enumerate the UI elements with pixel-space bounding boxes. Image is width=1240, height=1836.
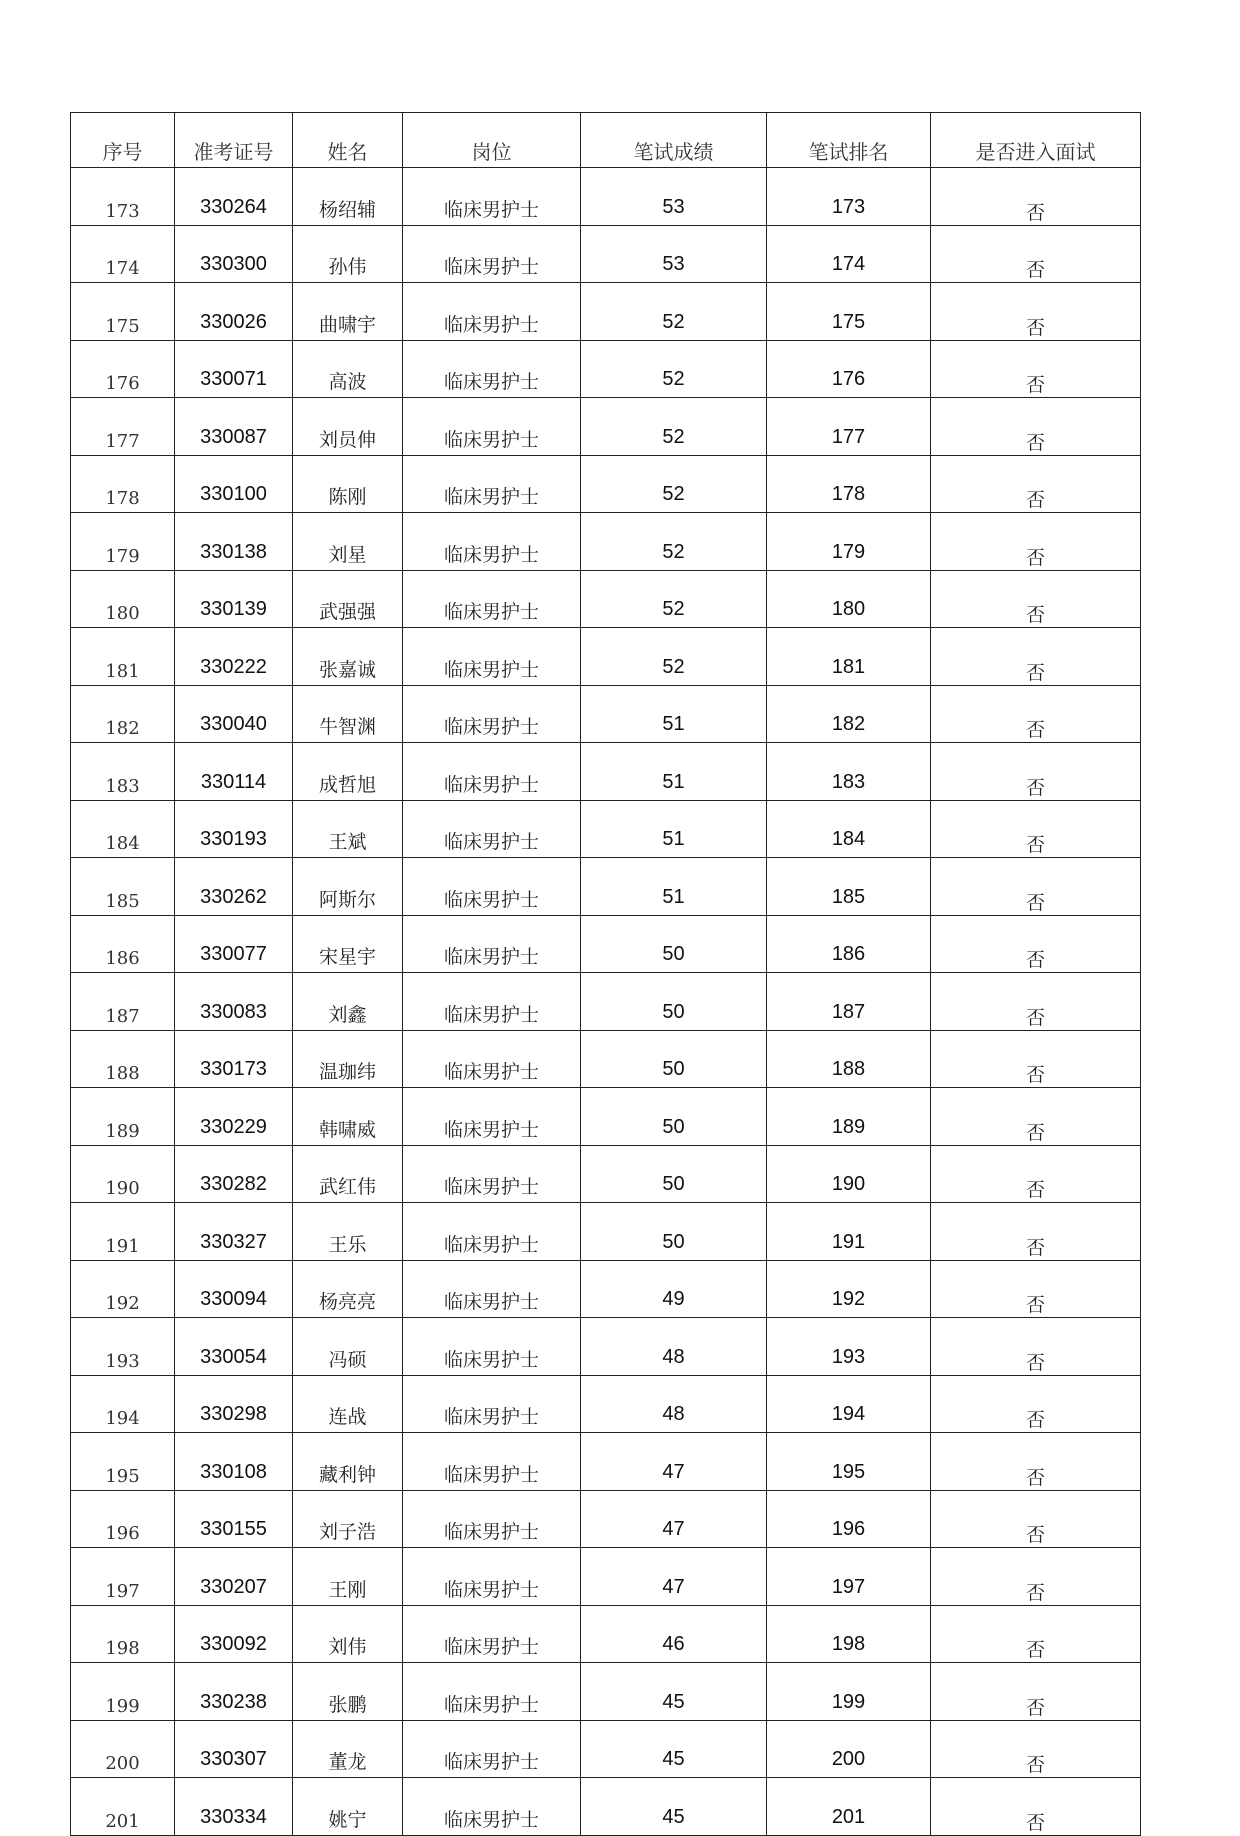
cell-position: 临床男护士 [403,1605,581,1663]
cell-enter-interview: 否 [931,973,1141,1031]
cell-written-score: 50 [581,1088,767,1146]
cell-enter-interview: 否 [931,915,1141,973]
cell-written-score: 52 [581,398,767,456]
cell-written-rank: 197 [767,1548,931,1606]
table-row [71,1318,1141,1376]
table-row [71,1490,1141,1548]
table-row [71,513,1141,571]
cell-enter-interview: 否 [931,743,1141,801]
cell-seq: 179 [71,513,175,571]
cell-seq: 197 [71,1548,175,1606]
cell-name: 阿斯尔 [293,858,403,916]
table-row [71,1030,1141,1088]
table-row [71,1203,1141,1261]
cell-written-score: 50 [581,1145,767,1203]
table-row [71,1375,1141,1433]
cell-written-rank: 192 [767,1260,931,1318]
cell-seq: 175 [71,283,175,341]
cell-position: 临床男护士 [403,1375,581,1433]
cell-name: 牛智渊 [293,685,403,743]
cell-seq: 173 [71,168,175,226]
cell-name: 曲啸宇 [293,283,403,341]
cell-position: 临床男护士 [403,513,581,571]
table-row [71,340,1141,398]
cell-position: 临床男护士 [403,1720,581,1778]
cell-position: 临床男护士 [403,168,581,226]
cell-exam-id: 330040 [175,685,293,743]
cell-enter-interview: 否 [931,570,1141,628]
table-row [71,628,1141,686]
cell-exam-id: 330087 [175,398,293,456]
cell-enter-interview: 否 [931,1490,1141,1548]
cell-name: 杨绍辅 [293,168,403,226]
cell-seq: 200 [71,1720,175,1778]
cell-exam-id: 330054 [175,1318,293,1376]
cell-written-score: 47 [581,1548,767,1606]
cell-position: 临床男护士 [403,858,581,916]
cell-exam-id: 330139 [175,570,293,628]
cell-enter-interview: 否 [931,455,1141,513]
cell-seq: 193 [71,1318,175,1376]
cell-name: 王刚 [293,1548,403,1606]
cell-written-rank: 182 [767,685,931,743]
cell-exam-id: 330077 [175,915,293,973]
cell-position: 临床男护士 [403,1260,581,1318]
cell-written-rank: 184 [767,800,931,858]
table-row [71,1663,1141,1721]
cell-written-rank: 183 [767,743,931,801]
table-row [71,1548,1141,1606]
cell-name: 冯硕 [293,1318,403,1376]
cell-exam-id: 330262 [175,858,293,916]
cell-enter-interview: 否 [931,1720,1141,1778]
cell-enter-interview: 否 [931,1203,1141,1261]
cell-position: 临床男护士 [403,915,581,973]
cell-written-score: 47 [581,1433,767,1491]
cell-written-rank: 193 [767,1318,931,1376]
cell-written-score: 51 [581,800,767,858]
cell-enter-interview: 否 [931,398,1141,456]
cell-seq: 180 [71,570,175,628]
cell-seq: 182 [71,685,175,743]
cell-seq: 190 [71,1145,175,1203]
header-written-rank: 笔试排名 [767,113,931,168]
table-row [71,743,1141,801]
cell-name: 王乐 [293,1203,403,1261]
cell-position: 临床男护士 [403,1030,581,1088]
cell-enter-interview: 否 [931,1433,1141,1491]
cell-exam-id: 330229 [175,1088,293,1146]
cell-exam-id: 330300 [175,225,293,283]
table-row [71,915,1141,973]
cell-position: 临床男护士 [403,1490,581,1548]
cell-exam-id: 330092 [175,1605,293,1663]
cell-name: 王斌 [293,800,403,858]
cell-position: 临床男护士 [403,1318,581,1376]
cell-written-rank: 190 [767,1145,931,1203]
cell-seq: 195 [71,1433,175,1491]
cell-name: 成哲旭 [293,743,403,801]
cell-written-score: 52 [581,283,767,341]
cell-name: 藏利钟 [293,1433,403,1491]
cell-exam-id: 330094 [175,1260,293,1318]
cell-enter-interview: 否 [931,1548,1141,1606]
cell-enter-interview: 否 [931,513,1141,571]
table-row [71,168,1141,226]
cell-written-rank: 175 [767,283,931,341]
cell-seq: 201 [71,1778,175,1836]
cell-exam-id: 330026 [175,283,293,341]
cell-exam-id: 330108 [175,1433,293,1491]
cell-seq: 184 [71,800,175,858]
cell-written-score: 45 [581,1720,767,1778]
cell-written-rank: 196 [767,1490,931,1548]
table-row [71,800,1141,858]
cell-written-rank: 200 [767,1720,931,1778]
cell-position: 临床男护士 [403,628,581,686]
cell-written-score: 50 [581,1203,767,1261]
cell-name: 刘子浩 [293,1490,403,1548]
cell-written-rank: 176 [767,340,931,398]
table-row [71,973,1141,1031]
cell-written-score: 48 [581,1318,767,1376]
cell-enter-interview: 否 [931,800,1141,858]
cell-enter-interview: 否 [931,1375,1141,1433]
cell-seq: 176 [71,340,175,398]
cell-enter-interview: 否 [931,1260,1141,1318]
cell-position: 临床男护士 [403,1778,581,1836]
cell-seq: 187 [71,973,175,1031]
cell-written-rank: 189 [767,1088,931,1146]
cell-name: 宋星宇 [293,915,403,973]
cell-written-score: 53 [581,225,767,283]
header-name: 姓名 [293,113,403,168]
cell-enter-interview: 否 [931,1663,1141,1721]
cell-written-score: 50 [581,915,767,973]
cell-enter-interview: 否 [931,628,1141,686]
table-row [71,570,1141,628]
table-row [71,455,1141,513]
cell-position: 临床男护士 [403,398,581,456]
cell-enter-interview: 否 [931,1088,1141,1146]
cell-position: 临床男护士 [403,973,581,1031]
cell-written-rank: 195 [767,1433,931,1491]
table-row [71,1778,1141,1836]
cell-written-rank: 191 [767,1203,931,1261]
cell-written-rank: 173 [767,168,931,226]
cell-exam-id: 330083 [175,973,293,1031]
cell-name: 刘星 [293,513,403,571]
cell-exam-id: 330222 [175,628,293,686]
cell-name: 刘伟 [293,1605,403,1663]
cell-exam-id: 330264 [175,168,293,226]
cell-position: 临床男护士 [403,685,581,743]
cell-enter-interview: 否 [931,283,1141,341]
cell-written-score: 51 [581,858,767,916]
header-enter-interview: 是否进入面试 [931,113,1141,168]
cell-written-score: 52 [581,455,767,513]
cell-name: 姚宁 [293,1778,403,1836]
cell-enter-interview: 否 [931,225,1141,283]
cell-seq: 185 [71,858,175,916]
table-row [71,398,1141,456]
cell-written-rank: 187 [767,973,931,1031]
cell-written-rank: 201 [767,1778,931,1836]
cell-position: 临床男护士 [403,1433,581,1491]
cell-name: 陈刚 [293,455,403,513]
cell-name: 刘鑫 [293,973,403,1031]
cell-exam-id: 330100 [175,455,293,513]
cell-name: 连战 [293,1375,403,1433]
cell-enter-interview: 否 [931,1778,1141,1836]
cell-exam-id: 330138 [175,513,293,571]
cell-name: 韩啸威 [293,1088,403,1146]
cell-name: 刘员伸 [293,398,403,456]
cell-name: 高波 [293,340,403,398]
cell-position: 临床男护士 [403,1145,581,1203]
cell-enter-interview: 否 [931,1318,1141,1376]
header-written-score: 笔试成绩 [581,113,767,168]
cell-exam-id: 330071 [175,340,293,398]
cell-position: 临床男护士 [403,743,581,801]
table-row [71,1433,1141,1491]
cell-enter-interview: 否 [931,340,1141,398]
cell-seq: 194 [71,1375,175,1433]
cell-seq: 174 [71,225,175,283]
cell-exam-id: 330282 [175,1145,293,1203]
cell-name: 董龙 [293,1720,403,1778]
cell-exam-id: 330173 [175,1030,293,1088]
cell-exam-id: 330238 [175,1663,293,1721]
table-row [71,1720,1141,1778]
cell-position: 临床男护士 [403,570,581,628]
cell-enter-interview: 否 [931,858,1141,916]
cell-position: 临床男护士 [403,283,581,341]
results-table [70,112,1141,1836]
cell-position: 临床男护士 [403,1203,581,1261]
cell-exam-id: 330193 [175,800,293,858]
cell-name: 武强强 [293,570,403,628]
cell-written-score: 48 [581,1375,767,1433]
cell-enter-interview: 否 [931,1145,1141,1203]
cell-exam-id: 330307 [175,1720,293,1778]
table-row [71,685,1141,743]
table-row [71,283,1141,341]
cell-position: 临床男护士 [403,800,581,858]
cell-position: 临床男护士 [403,1548,581,1606]
cell-seq: 192 [71,1260,175,1318]
cell-position: 临床男护士 [403,1663,581,1721]
cell-seq: 178 [71,455,175,513]
table-row [71,225,1141,283]
cell-written-rank: 178 [767,455,931,513]
table-row [71,1605,1141,1663]
cell-written-score: 46 [581,1605,767,1663]
cell-written-score: 52 [581,513,767,571]
cell-name: 温珈纬 [293,1030,403,1088]
cell-written-rank: 199 [767,1663,931,1721]
cell-written-rank: 186 [767,915,931,973]
cell-seq: 189 [71,1088,175,1146]
cell-written-rank: 177 [767,398,931,456]
cell-written-score: 52 [581,570,767,628]
cell-position: 临床男护士 [403,225,581,283]
cell-seq: 198 [71,1605,175,1663]
cell-written-score: 52 [581,628,767,686]
cell-enter-interview: 否 [931,685,1141,743]
cell-written-score: 53 [581,168,767,226]
cell-written-score: 52 [581,340,767,398]
cell-exam-id: 330207 [175,1548,293,1606]
cell-written-rank: 188 [767,1030,931,1088]
cell-written-score: 51 [581,685,767,743]
cell-written-rank: 180 [767,570,931,628]
cell-enter-interview: 否 [931,1030,1141,1088]
cell-written-score: 49 [581,1260,767,1318]
header-position: 岗位 [403,113,581,168]
cell-written-rank: 198 [767,1605,931,1663]
header-seq: 序号 [71,113,175,168]
cell-enter-interview: 否 [931,168,1141,226]
table-row [71,858,1141,916]
cell-exam-id: 330114 [175,743,293,801]
cell-position: 临床男护士 [403,455,581,513]
cell-written-score: 47 [581,1490,767,1548]
table-row [71,1145,1141,1203]
cell-seq: 177 [71,398,175,456]
cell-written-score: 45 [581,1663,767,1721]
cell-exam-id: 330155 [175,1490,293,1548]
cell-written-rank: 174 [767,225,931,283]
cell-name: 武红伟 [293,1145,403,1203]
cell-written-rank: 194 [767,1375,931,1433]
cell-written-rank: 185 [767,858,931,916]
header-row [71,113,1141,168]
cell-position: 临床男护士 [403,340,581,398]
cell-written-score: 45 [581,1778,767,1836]
cell-seq: 186 [71,915,175,973]
cell-name: 张嘉诚 [293,628,403,686]
cell-exam-id: 330327 [175,1203,293,1261]
cell-exam-id: 330334 [175,1778,293,1836]
cell-written-score: 51 [581,743,767,801]
cell-written-rank: 179 [767,513,931,571]
cell-name: 杨亮亮 [293,1260,403,1318]
cell-seq: 196 [71,1490,175,1548]
cell-seq: 188 [71,1030,175,1088]
cell-seq: 181 [71,628,175,686]
cell-seq: 199 [71,1663,175,1721]
table-row [71,1088,1141,1146]
header-exam-id: 准考证号 [175,113,293,168]
cell-name: 张鹏 [293,1663,403,1721]
cell-seq: 191 [71,1203,175,1261]
cell-name: 孙伟 [293,225,403,283]
score-sheet [70,112,1140,1836]
cell-exam-id: 330298 [175,1375,293,1433]
cell-written-rank: 181 [767,628,931,686]
cell-seq: 183 [71,743,175,801]
cell-written-score: 50 [581,1030,767,1088]
table-row [71,1260,1141,1318]
cell-position: 临床男护士 [403,1088,581,1146]
cell-written-score: 50 [581,973,767,1031]
cell-enter-interview: 否 [931,1605,1141,1663]
